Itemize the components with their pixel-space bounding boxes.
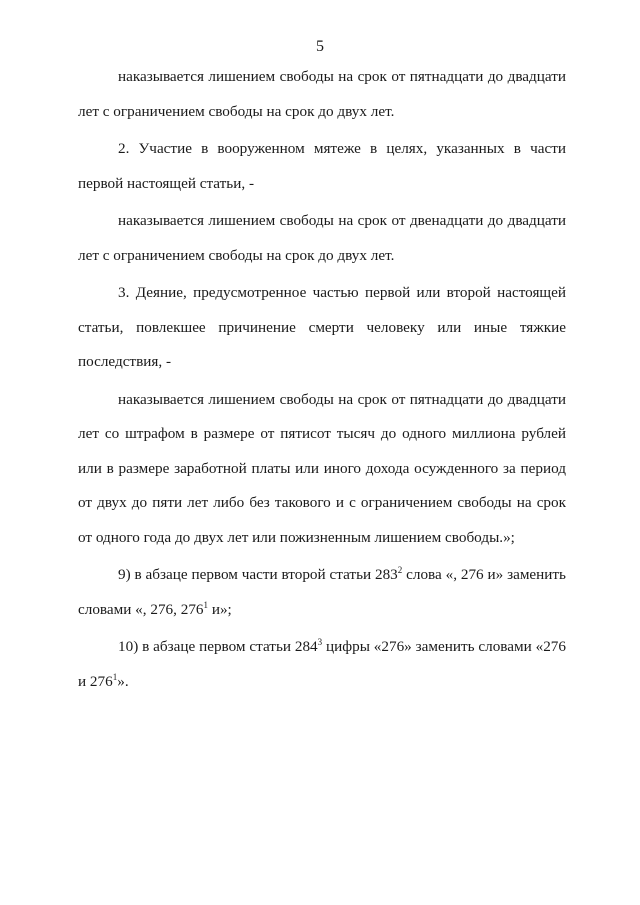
paragraph-punishment-1: наказывается лишением свободы на срок от пятнадцати до двадцати лет с ограничением свободы на срок до двух лет. bbox=[78, 68, 566, 120]
item-9-superscript-b: 1 bbox=[203, 599, 209, 610]
item-10-superscript-a: 3 bbox=[317, 637, 323, 647]
item-10-text-b: цифры «276» заменить словами «276 и 276 bbox=[78, 638, 566, 690]
item-10-text-a: 10) в абзаце первом статьи 284 bbox=[118, 638, 318, 655]
paragraph-punishment-3: наказывается лишением свободы на срок от пятнадцати до двадцати лет со штрафом в размере от пятисот тысяч до одного миллиона рублей или в размере заработной платы или иного дохода осужденного за период от двух до пяти лет либо без такового и с ограничением свободы на срок от одного года до двух лет или пожизненным лишением свободы.»; bbox=[78, 390, 566, 546]
item-10-superscript-b: 1 bbox=[112, 671, 118, 682]
paragraph-item-10 bbox=[78, 630, 566, 699]
item-9-text-c: и»; bbox=[208, 600, 232, 618]
paragraph-part-3: 3. Деяние, предусмотренное частью первой или второй настоящей статьи, повлекшее причинение смерти человеку или иные тяжкие последствия, - bbox=[78, 284, 566, 370]
paragraph-item-9 bbox=[78, 558, 566, 627]
item-9-text-b: слова «, 276 и» заменить словами «, 276, 276 bbox=[78, 566, 566, 618]
paragraph-punishment-2: наказывается лишением свободы на срок от двенадцати до двадцати лет с ограничением свободы на срок до двух лет. bbox=[78, 212, 566, 264]
item-9-superscript-a: 2 bbox=[397, 565, 403, 575]
document-body bbox=[78, 60, 566, 699]
page-number: 5 bbox=[316, 38, 324, 55]
item-10-text-c: ». bbox=[117, 672, 129, 690]
item-9-text-a: 9) в абзаце первом части второй статьи 283 bbox=[118, 566, 398, 583]
paragraph-part-2: 2. Участие в вооруженном мятеже в целях, указанных в части первой настоящей статьи, - bbox=[78, 140, 566, 192]
